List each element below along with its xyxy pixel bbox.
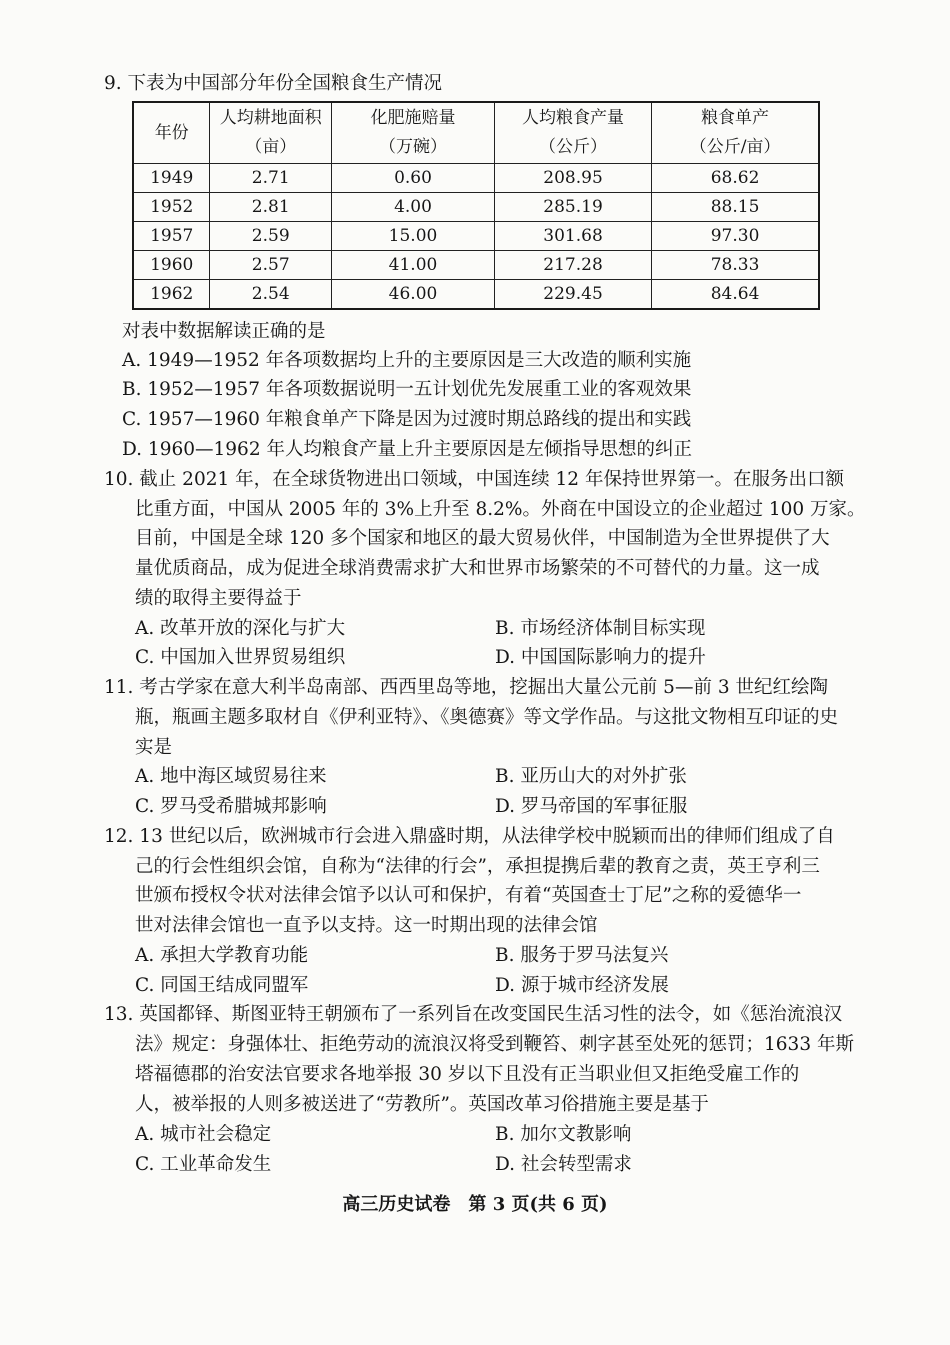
q9-option-b: B. 1952—1957 年各项数据说明一五计划优先发展重工业的客观效果 [122, 379, 692, 400]
q10-stem-line: 绩的取得主要得益于 [135, 588, 302, 609]
table-cell: 208.95 [494, 164, 651, 193]
table-cell: 301.68 [494, 222, 651, 251]
q12-stem-line: 世颁布授权令状对法律会馆予以认可和保护，有着“英国查士丁尼”之称的爱德华一 [135, 885, 802, 906]
table-cell: 1957 [133, 222, 210, 251]
table-cell: 1952 [133, 193, 210, 222]
q11-stem-line: 瓶，瓶画主题多取材自《伊利亚特》、《奥德赛》等文学作品。与这批文物相互印证的史 [135, 707, 839, 728]
q12-stem-line: 世对法律会馆也一直予以支持。这一时期出现的法律会馆 [135, 915, 598, 936]
table-cell: 2.71 [210, 164, 332, 193]
q13-stem-line: 法》规定：身强体壮、拒绝劳动的流浪汉将受到鞭笞、刺字甚至处死的惩罚；1633 年斯 [135, 1034, 854, 1055]
header-arable-land: 人均耕地面积 （亩） [210, 102, 332, 164]
q13-option-c: C. 工业革命发生 [135, 1154, 272, 1175]
q12-option-b: B. 服务于罗马法复兴 [495, 945, 669, 966]
table-cell: 2.57 [210, 251, 332, 280]
q13-stem-line: 塔福德郡的治安法官要求各地举报 30 岁以下且没有正当职业但又拒绝受雇工作的 [135, 1064, 800, 1085]
q12-option-d: D. 源于城市经济发展 [495, 975, 669, 996]
q13-stem-line: 人，被举报的人则多被送进了“劳教所”。英国改革习俗措施主要是基于 [135, 1094, 709, 1115]
table-header-row [133, 102, 819, 164]
header-year: 年份 [133, 102, 210, 164]
q9-prompt: 对表中数据解读正确的是 [122, 321, 326, 342]
table-cell: 0.60 [332, 164, 495, 193]
table-cell: 4.00 [332, 193, 495, 222]
q10-option-b: B. 市场经济体制目标实现 [495, 618, 706, 639]
table-cell: 1960 [133, 251, 210, 280]
table-cell: 1949 [133, 164, 210, 193]
page-footer: 高三历史试卷 第 3 页(共 6 页) [342, 1194, 608, 1215]
table-cell: 97.30 [652, 222, 819, 251]
q10-option-a: A. 改革开放的深化与扩大 [135, 618, 346, 639]
table-row [133, 222, 819, 251]
q9-option-d: D. 1960—1962 年人均粮食产量上升主要原因是左倾指导思想的纠正 [122, 439, 692, 460]
table-cell: 46.00 [332, 280, 495, 310]
q9-option-c: C. 1957—1960 年粮食单产下降是因为过渡时期总路线的提出和实践 [122, 409, 692, 430]
table-cell: 84.64 [652, 280, 819, 310]
table-row [133, 251, 819, 280]
table-row [133, 193, 819, 222]
table-cell: 88.15 [652, 193, 819, 222]
q11-stem-line: 实是 [135, 737, 173, 758]
q10-stem-line: 目前，中国是全球 120 多个国家和地区的最大贸易伙伴，中国制造为全世界提供了大 [135, 528, 830, 549]
q12-option-a: A. 承担大学教育功能 [135, 945, 309, 966]
table-cell: 78.33 [652, 251, 819, 280]
table-row [133, 280, 819, 310]
q11-option-d: D. 罗马帝国的军事征服 [495, 796, 688, 817]
q10-option-d: D. 中国国际影响力的提升 [495, 647, 706, 668]
table-cell: 217.28 [494, 251, 651, 280]
table-cell: 15.00 [332, 222, 495, 251]
grain-production-table [132, 101, 820, 310]
table-cell: 229.45 [494, 280, 651, 310]
q10-stem-line: 比重方面，中国从 2005 年的 3%上升至 8.2%。外商在中国设立的企业超过 100 万家。 [135, 499, 866, 520]
q9-stem: 9. 下表为中国部分年份全国粮食生产情况 [104, 73, 443, 94]
q11-option-c: C. 罗马受希腊城邦影响 [135, 796, 327, 817]
table-cell: 2.54 [210, 280, 332, 310]
q12-stem-line: 己的行会性组织会馆，自称为“法律的行会”，承担提携后辈的教育之责，英王亨利三 [135, 856, 820, 877]
q12-stem-line: 12. 13 世纪以后，欧洲城市行会进入鼎盛时期，从法律学校中脱颖而出的律师们组成了自 [104, 826, 835, 847]
q9-option-a: A. 1949—1952 年各项数据均上升的主要原因是三大改造的顺利实施 [122, 350, 692, 371]
table-cell: 1962 [133, 280, 210, 310]
q11-stem-line: 11. 考古学家在意大利半岛南部、西西里岛等地，挖掘出大量公元前 5—前 3 世纪红绘陶 [104, 677, 828, 698]
q10-stem-line: 10. 截止 2021 年，在全球货物进出口领域，中国连续 12 年保持世界第一。在服务出口额 [104, 469, 844, 490]
q13-option-a: A. 城市社会稳定 [135, 1124, 272, 1145]
table-cell: 2.59 [210, 222, 332, 251]
table-cell: 285.19 [494, 193, 651, 222]
q11-option-b: B. 亚历山大的对外扩张 [495, 766, 687, 787]
header-grain-yield: 粮食单产 （公斤/亩） [652, 102, 819, 164]
table-row [133, 164, 819, 193]
q12-option-c: C. 同国王结成同盟军 [135, 975, 309, 996]
q11-option-a: A. 地中海区域贸易往来 [135, 766, 327, 787]
table-cell: 2.81 [210, 193, 332, 222]
table-cell: 41.00 [332, 251, 495, 280]
q10-stem-line: 量优质商品，成为促进全球消费需求扩大和世界市场繁荣的不可替代的力量。这一成 [135, 558, 820, 579]
header-fertilizer: 化肥施赔量 （万碗） [332, 102, 495, 164]
q13-stem-line: 13. 英国都铎、斯图亚特王朝颁布了一系列旨在改变国民生活习性的法令，如《惩治流浪汉 [104, 1004, 843, 1025]
q13-option-b: B. 加尔文教影响 [495, 1124, 632, 1145]
q13-option-d: D. 社会转型需求 [495, 1154, 632, 1175]
q10-option-c: C. 中国加入世界贸易组织 [135, 647, 346, 668]
header-grain-per-capita: 人均粮食产量 （公斤） [494, 102, 651, 164]
table-cell: 68.62 [652, 164, 819, 193]
